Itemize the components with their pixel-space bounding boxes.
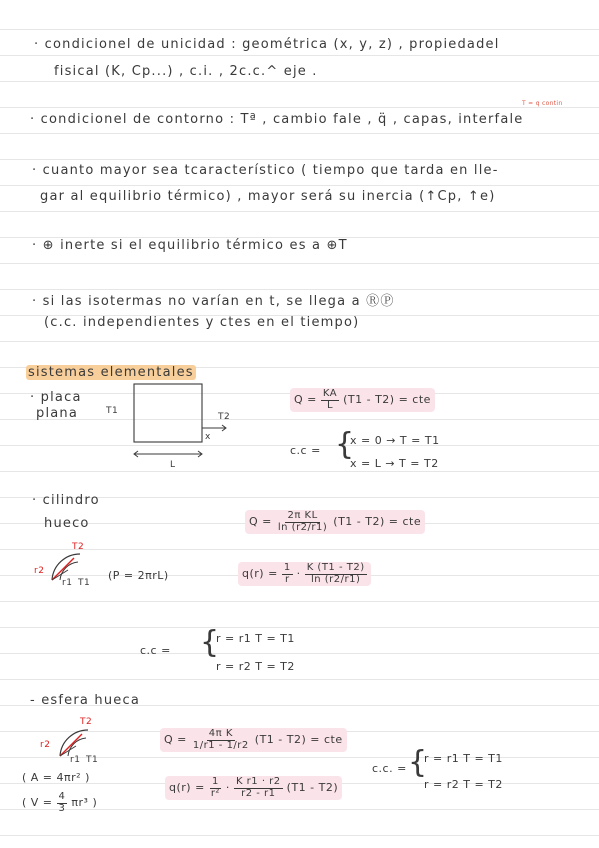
esfera-area: ( A = 4πr² ) — [22, 771, 90, 784]
bullet-unicidad-line1: · condicionel de unicidad : geométrica (x, y, z) , propiedadel — [34, 37, 500, 52]
placa-cc-brace: { — [335, 427, 355, 462]
bullet-isotermas-line2: (c.c. independientes y ctes en el tiempo) — [44, 315, 360, 330]
placa-q-equation: Q = $\frac{KA}{L}$ (T1 - T2) = cte — [290, 388, 435, 412]
esfera-label: - esfera hueca — [30, 693, 141, 708]
bullet-unicidad-line2: fisical (K, Cp...) , c.i. , 2c.c.^ eje . — [54, 64, 318, 79]
esfera-volume: ( V = $\frac{4}{3}$ πr³ ) — [22, 791, 98, 814]
bullet-inercia-line2: gar al equilibrio térmico) , mayor será su inercia (↑Cp, ↑e) — [40, 189, 496, 204]
cilindro-q-equation: Q = $\frac{\text{2π KL}}{\ln (r2/r1)}$ (T1 - T2) = cte — [245, 510, 425, 534]
cilindro-cc2: r = r2 T = T2 — [216, 660, 295, 673]
placa-t1-label: T1 — [106, 406, 119, 416]
cilindro-r1-label: r1 — [62, 578, 73, 588]
placa-t2-label: T2 — [218, 412, 231, 422]
contorno-side-note: T = q contin — [522, 100, 563, 107]
placa-cc2: x = L → T = T2 — [350, 457, 439, 470]
cilindro-qr-equation: q(r) = $\frac{1}{r}$ · $\frac{K (T1 - T2)}{\ln (r2/r1)}$ — [238, 562, 371, 586]
esfera-cc2: r = r2 T = T2 — [424, 778, 503, 791]
cilindro-r2-label: r2 — [34, 566, 45, 576]
cilindro-label-line2: hueco — [44, 516, 90, 531]
esfera-cc1: r = r1 T = T1 — [424, 752, 503, 765]
esfera-t2-label: T2 — [80, 717, 93, 727]
bullet-isotermas-line1: · si las isotermas no varían en t, se llega a ⓇⓅ — [32, 294, 395, 309]
section-title: sistemas elementales — [28, 365, 194, 380]
bullet-contorno: · condicionel de contorno : Tª , cambio fale , q̈ , capas, interfale — [30, 112, 524, 127]
placa-diagram — [128, 384, 238, 474]
cilindro-cc-brace: { — [200, 625, 220, 660]
placa-x-label: x — [205, 432, 211, 442]
cilindro-cc-label: c.c = — [140, 644, 171, 657]
cilindro-t2-label: T2 — [72, 542, 85, 552]
bullet-inerte: · ⊕ inerte si el equilibrio térmico es a ⊕T — [32, 238, 348, 253]
esfera-r1-label: r1 — [70, 755, 81, 765]
placa-cc-label: c.c = — [290, 444, 321, 457]
esfera-cc-label: c.c. = — [372, 762, 407, 775]
esfera-t1-label: T1 — [86, 755, 99, 765]
placa-cc1: x = 0 → T = T1 — [350, 434, 440, 447]
cilindro-perimeter: (P = 2πrL) — [108, 569, 169, 582]
bullet-inercia-line1: · cuanto mayor sea tcaracterístico ( tiempo que tarda en lle- — [32, 163, 499, 178]
esfera-q-equation: Q = $\frac{\text{4π K}}{1/r1 - 1/r2}$ (T1 - T2) = cte — [160, 728, 347, 752]
esfera-cc-brace: { — [408, 745, 428, 780]
placa-label-line2: plana — [36, 406, 79, 421]
esfera-r2-label: r2 — [40, 740, 51, 750]
placa-length-label: L — [170, 460, 176, 470]
cilindro-cc1: r = r1 T = T1 — [216, 632, 295, 645]
esfera-qr-equation: q(r) = $\frac{1}{\text{r²}}$ · $\frac{\text{K r1 · r2}}{r2 - r1}$ (T1 - T2) — [165, 776, 342, 800]
cilindro-t1-label: T1 — [78, 578, 91, 588]
placa-label-line1: · placa — [30, 390, 82, 405]
cilindro-label-line1: · cilindro — [32, 493, 100, 508]
